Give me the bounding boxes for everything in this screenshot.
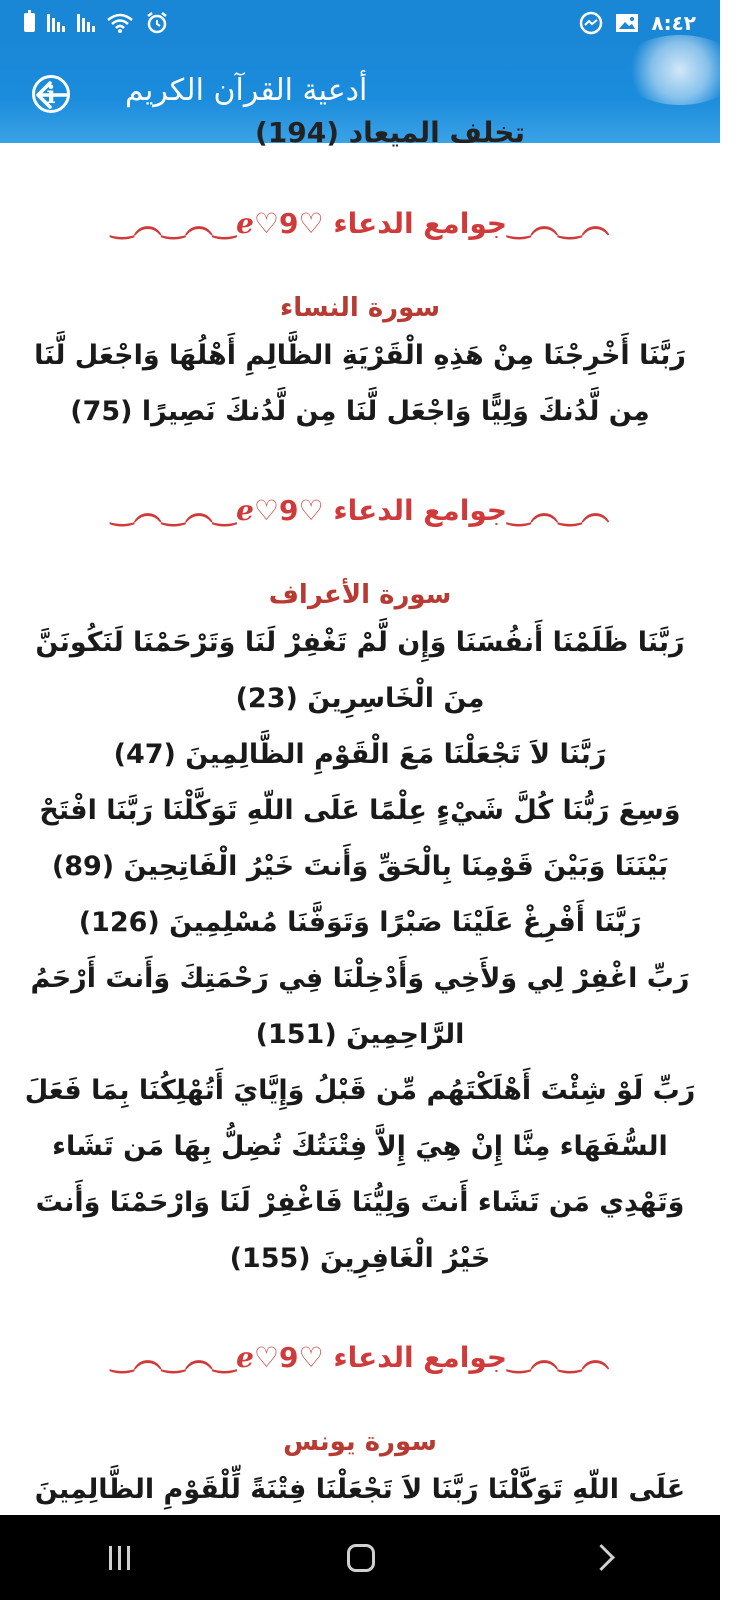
verse: عَلَى اللّهِ تَوَكَّلْنَا رَبَّنَا لاَ تَجْعَلْنَا فِتْنَةً لِّلْقَوْمِ الظَّالِمِينَ (34, 1474, 686, 1505)
verse: رَبَّنَا لاَ تَجْعَلْنَا مَعَ الْقَوْمِ الظَّالِمِينَ (47) (113, 739, 607, 770)
back-arrow-icon[interactable] (34, 77, 70, 113)
verse: وَسِعَ رَبُّنَا كُلَّ شَيْءٍ عِلْمًا عَلَى اللّهِ تَوَكَّلْنَا رَبَّنَا افْتَحْ بَيْنَنَا وَبَيْنَ قَوْمِنَا بِالْحَقِّ وَأَنتَ خَيْرُ الْفَاتِحِينَ (89) (39, 795, 681, 882)
verse-fragment: تخلف الميعاد (194) (254, 116, 525, 149)
surah-title: سورة الأعراف (268, 580, 452, 610)
status-icons-left (24, 11, 169, 35)
section-nisa (0, 198, 720, 440)
alarm-icon (145, 11, 169, 35)
verse: رَبَّنَا أَفْرِغْ عَلَيْنَا صَبْرًا وَتَوَفَّنَا مُسْلِمِينَ (126) (78, 907, 642, 938)
wifi-icon (107, 13, 133, 33)
back-button[interactable] (588, 1544, 615, 1571)
gallery-icon (615, 12, 639, 34)
dua-list-inner (0, 113, 720, 1574)
section-divider: ‿︵‿︵‿ℯ♡جوامع الدعاء ♡9‿︵‿︵ (110, 1341, 610, 1374)
signal-icon (47, 14, 65, 32)
messenger-icon (579, 11, 603, 35)
status-bar (0, 0, 720, 45)
home-button[interactable] (347, 1544, 375, 1572)
status-icons-right (579, 11, 696, 35)
surah-title: سورة يونس (283, 1427, 437, 1457)
status-time: ٨:٤٢ (651, 10, 696, 35)
info-icon: i (46, 79, 56, 109)
cloud-decoration (620, 35, 740, 105)
page-title: أدعية القرآن الكريم (125, 73, 368, 108)
section-divider: ‿︵‿︵‿ℯ♡جوامع الدعاء ♡9‿︵‿︵ (110, 494, 610, 527)
navigation-bar (0, 1515, 720, 1600)
dua-list[interactable] (0, 116, 720, 1515)
surah-title: سورة النساء (279, 293, 441, 323)
verse: رَبِّ لَوْ شِئْتَ أَهْلَكْتَهُم مِّن قَبْلُ وَإِيَّايَ أَتُهْلِكُنَا بِمَا فَعَلَ السُّفَهَاء مِنَّا إِنْ هِيَ إِلاَّ فِتْنَتُكَ تُضِلُّ بِهَا مَن تَشَاء وَتَهْدِي مَن تَشَاء أَنتَ وَلِيُّنَا فَاغْفِرْ لَنَا وَارْحَمْنَا وَأَنتَ خَيْرُ الْغَافِرِينَ (155) (24, 1075, 696, 1274)
verse: رَبِّ اغْفِرْ لِي وَلأَخِي وَأَدْخِلْنَا فِي رَحْمَتِكَ وَأَنتَ أَرْحَمُ الرَّاحِمِينَ (151) (30, 963, 690, 1050)
signal-icon (77, 14, 95, 32)
recent-apps-button[interactable] (109, 1546, 130, 1570)
verse: رَبَّنَا ظَلَمْنَا أَنفُسَنَا وَإِن لَّمْ تَغْفِرْ لَنَا وَتَرْحَمْنَا لَنَكُونَنَّ مِنَ الْخَاسِرِينَ (23) (35, 627, 685, 714)
section-araf (0, 485, 720, 1287)
battery-icon (24, 13, 35, 32)
verse: رَبَّنَا أَخْرِجْنَا مِنْ هَذِهِ الْقَرْيَةِ الظَّالِمِ أَهْلُهَا وَاجْعَل لَّنَا مِن لَّدُنكَ وَلِيًّا وَاجْعَل لَّنَا مِن لَّدُنكَ نَصِيرًا (75) (34, 340, 686, 427)
section-divider: ‿︵‿︵‿ℯ♡جوامع الدعاء ♡9‿︵‿︵ (110, 207, 610, 240)
